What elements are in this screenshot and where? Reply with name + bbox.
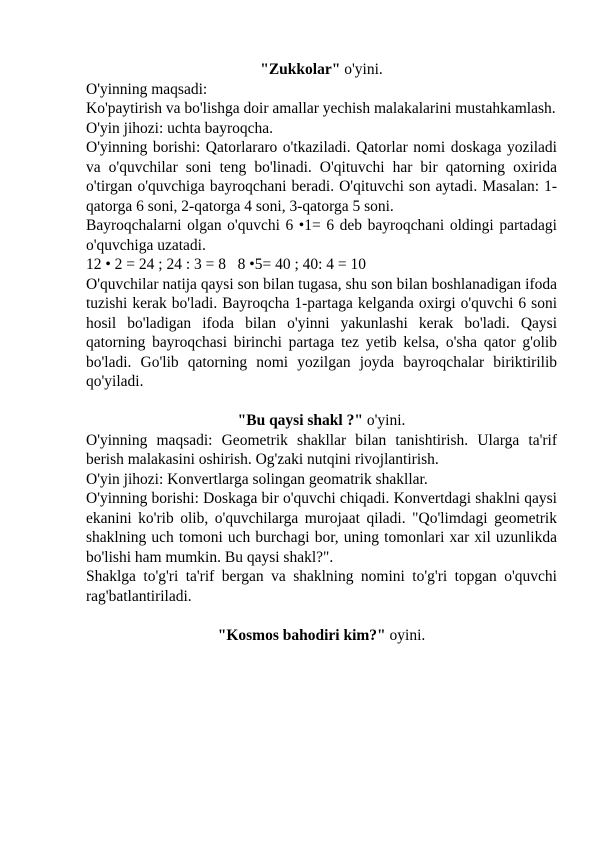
- game2-procedure: O'yinning borishi: Doskaga bir o'quvchi chiqadi. Konvertdagi shaklni qaysi ekanini ko'rib olib, o'quvchilarga murojaat qiladi. "Qo'limdagi geometrik shaklning uch tomoni uch burchagi bor, uning tomonlari xar xil uzunlikda bo'lishi ham mumkin. Bu qaysi shakl?".: [86, 490, 557, 566]
- game1-goal-label: O'yinning maqsadi:: [86, 80, 208, 98]
- game3-title-name: "Kosmos bahodiri kim?": [217, 626, 386, 644]
- game1-equipment: O'yin jihozi: uchta bayroqcha.: [86, 119, 274, 137]
- spacer: [86, 392, 557, 412]
- game1-title-suffix: o'yini.: [340, 61, 383, 78]
- spacer: [86, 606, 557, 626]
- game3-title: [86, 626, 557, 646]
- game2-title-name: "Bu qaysi shakl ?": [237, 412, 363, 429]
- game2-title: [86, 411, 557, 431]
- game1-procedure: O'yinning borishi: Qatorlararo o'tkaziladi. Qatorlar nomi doskaga yoziladi va o'quvchilar soni teng bo'linadi. O'qituvchi har bir qatorning oxirida o'tirgan o'quvchiga bayroqchani beradi. O'qituvchi son aytadi. Masalan: 1- qatorga 6 soni, 2-qatorga 4 soni, 3-qatorga 5 soni.: [86, 139, 557, 215]
- game2-equipment: O'yin jihozi: Konvertlarga solingan geomatrik shakllar.: [86, 470, 428, 488]
- game2-reward: Shaklga to'g'ri ta'rif bergan va shaklning nomini to'g'ri topgan o'quvchi rag'batlantiriladi.: [86, 568, 557, 605]
- game1-title-name: "Zukkolar": [260, 61, 341, 78]
- game2-title-suffix: o'yini.: [362, 412, 406, 429]
- game1-rules: O'quvchilar natija qaysi son bilan tugasa, shu son bilan boshlanadigan ifoda tuzishi kerak bo'ladi. Bayroqcha 1-partaga kelganda oxirgi o'quvchi 6 soni hosil bo'ladigan ifoda bilan o'yinni yakunlashi kerak bo'ladi. Qaysi qatorning bayroqchasi birinchi partaga tez yetib kelsa, o'sha qator g'olib bo'ladi. Go'lib qatorning nomi yozilgan joyda bayroqchalar biriktirilib qo'yiladi.: [86, 275, 557, 390]
- game2-goal: O'yinning maqsadi: Geometrik shakllar bilan tanishtirish. Ularga ta'rif berish malakasini oshirish. Og'zaki nutqini rivojlantirish.: [86, 431, 557, 468]
- game1-goal-text: Ko'paytirish va bo'lishga doir amallar yechish malakalarini mustahkamlash.: [86, 100, 556, 117]
- game1-example-equations: 12 • 2 = 24 ; 24 : 3 = 8 8 •5= 40 ; 40: 4 = 10: [86, 256, 367, 273]
- document-page: [86, 60, 557, 645]
- game1-flag-pass: Bayroqchalarni olgan o'quvchi 6 •1= 6 deb bayroqchani oldingi partadagi o'quvchiga uzatadi.: [86, 217, 557, 254]
- game1-title: [86, 60, 557, 80]
- game3-title-suffix: oyini.: [385, 626, 426, 644]
